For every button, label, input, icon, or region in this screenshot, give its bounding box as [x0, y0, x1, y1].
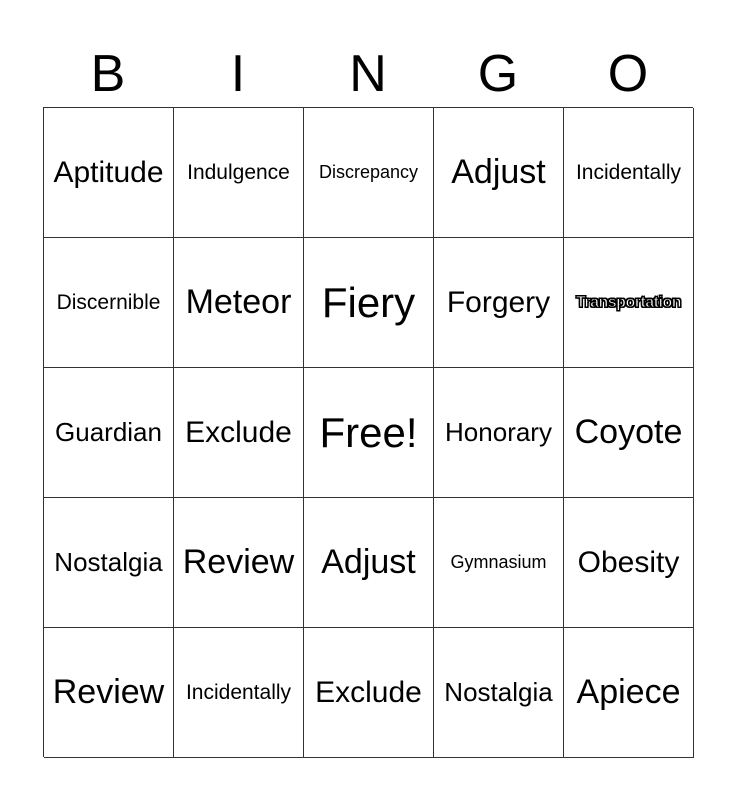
bingo-cell-r4-c2[interactable]: Review [174, 498, 304, 628]
bingo-cell-r4-c3[interactable]: Adjust [304, 498, 434, 628]
bingo-grid [43, 107, 693, 757]
header-letter-o: O [607, 45, 649, 103]
bingo-cell-r4-c5[interactable]: Obesity [564, 498, 694, 628]
bingo-cell-r2-c4[interactable]: Forgery [434, 238, 564, 368]
bingo-cell-r1-c4[interactable]: Adjust [434, 108, 564, 238]
bingo-cell-r1-c2[interactable]: Indulgence [174, 108, 304, 238]
header-letter-n: N [349, 45, 387, 103]
bingo-cell-r1-c3[interactable]: Discrepancy [304, 108, 434, 238]
header-letter-i: I [230, 45, 246, 103]
bingo-cell-r4-c1[interactable]: Nostalgia [44, 498, 174, 628]
bingo-cell-free[interactable]: Free! [304, 368, 434, 498]
bingo-cell-r5-c4[interactable]: Nostalgia [434, 628, 564, 758]
bingo-cell-r5-c5[interactable]: Apiece [564, 628, 694, 758]
bingo-cell-r3-c4[interactable]: Honorary [434, 368, 564, 498]
bingo-cell-r5-c3[interactable]: Exclude [304, 628, 434, 758]
bingo-cell-r2-c2[interactable]: Meteor [174, 238, 304, 368]
bingo-cell-r2-c5[interactable]: Transportation [564, 238, 694, 368]
header-letter-b: B [90, 45, 126, 103]
bingo-cell-r2-c1[interactable]: Discernible [44, 238, 174, 368]
bingo-header [43, 40, 693, 108]
bingo-cell-r1-c1[interactable]: Aptitude [44, 108, 174, 238]
bingo-cell-r3-c1[interactable]: Guardian [44, 368, 174, 498]
bingo-cell-r2-c3[interactable]: Fiery [304, 238, 434, 368]
bingo-cell-r1-c5[interactable]: Incidentally [564, 108, 694, 238]
header-letter-g: G [477, 45, 519, 103]
bingo-cell-r3-c2[interactable]: Exclude [174, 368, 304, 498]
bingo-cell-r5-c2[interactable]: Incidentally [174, 628, 304, 758]
bingo-cell-r4-c4[interactable]: Gymnasium [434, 498, 564, 628]
bingo-cell-r3-c5[interactable]: Coyote [564, 368, 694, 498]
bingo-cell-r5-c1[interactable]: Review [44, 628, 174, 758]
